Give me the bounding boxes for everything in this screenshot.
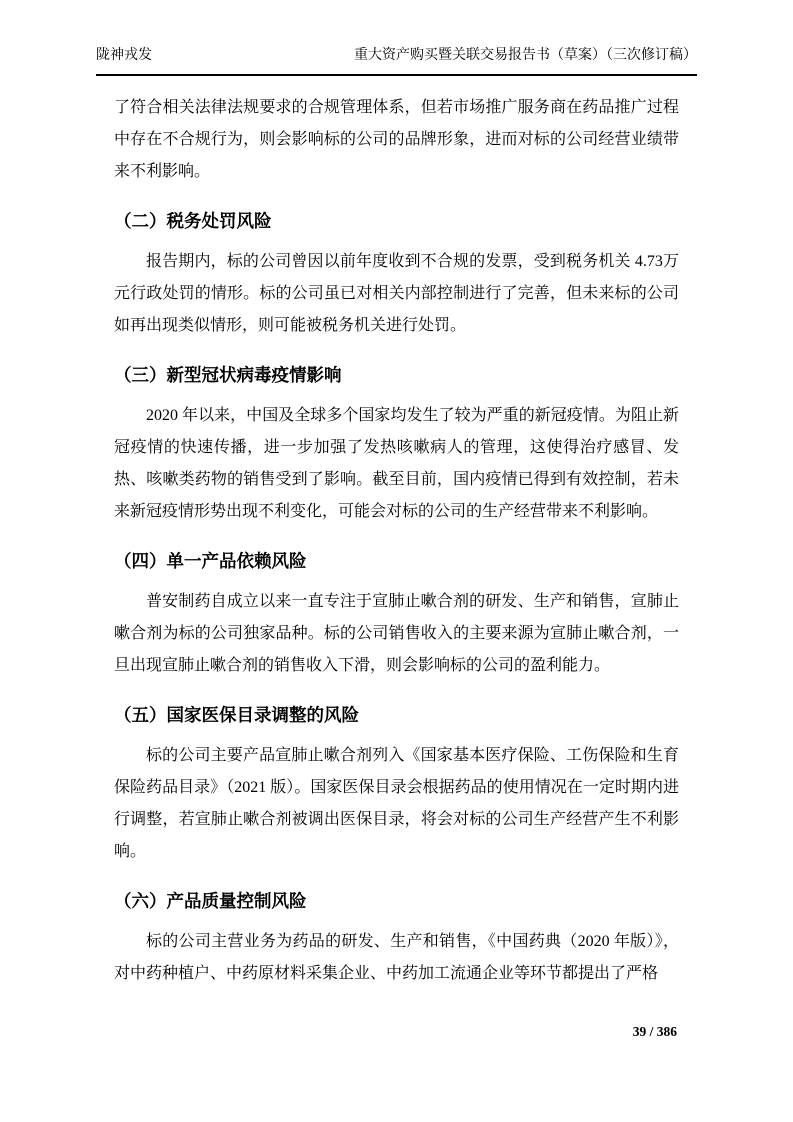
document-section — [114, 886, 679, 990]
section-heading: （五）国家医保目录调整的风险 — [114, 705, 359, 725]
paragraph: 标的公司主营业务为药品的研发、生产和销售，《中国药典（2020 年版）》，对中药种植户、中药原材料采集企业、中药加工流通企业等环节都提出了严格 — [114, 933, 679, 982]
paragraph: 普安制药自成立以来一直专注于宣肺止嗽合剂的研发、生产和销售，宣肺止嗽合剂为标的公司独家品种。标的公司销售收入的主要来源为宣肺止嗽合剂，一旦出现宣肺止嗽合剂的销售收入下滑，则会影响标的公司的盈利能力。 — [114, 593, 679, 674]
section-heading: （四）单一产品依赖风险 — [114, 551, 307, 571]
section-heading: （二）税务处罚风险 — [114, 211, 272, 231]
paragraph: 报告期内，标的公司曾因以前年度收到不合规的发票，受到税务机关 4.73万元行政处罚的情形。标的公司虽已对相关内部控制进行了完善，但未来标的公司如再出现类似情形，则可能被税务机关进行处罚。 — [114, 253, 679, 334]
paragraph: 了符合相关法律法规要求的合规管理体系，但若市场推广服务商在药品推广过程中存在不合规行为，则会影响标的公司的品牌形象，进而对标的公司经营业绩带来不利影响。 — [114, 99, 679, 180]
paragraph: 2020 年以来，中国及全球多个国家均发生了较为严重的新冠疫情。为阻止新冠疫情的快速传播，进一步加强了发热咳嗽病人的管理，这使得治疗感冒、发热、咳嗽类药物的销售受到了影响。截至目前，国内疫情已得到有效控制，若未来新冠疫情形势出现不利变化，可能会对标的公司的生产经营带来不利影响。 — [114, 407, 679, 520]
page-number: 39 / 386 — [632, 1024, 677, 1039]
document-section — [114, 206, 679, 342]
header-company-name: 陇神戎发 — [96, 48, 152, 63]
section-heading: （三）新型冠状病毒疫情影响 — [114, 365, 342, 385]
section-heading: （六）产品质量控制风险 — [114, 891, 307, 911]
paragraph: 标的公司主要产品宣肺止嗽合剂列入《国家基本医疗保险、工伤保险和生育保险药品目录》（2021 版）。国家医保目录会根据药品的使用情况在一定时期内进行调整，若宣肺止嗽合剂被调出医保目录，将会对标的公司生产经营产生不利影响。 — [114, 747, 679, 860]
document-section — [114, 360, 679, 528]
document-body — [114, 76, 679, 990]
document-section — [114, 92, 679, 188]
header-document-title: 重大资产购买暨关联交易报告书（草案）（三次修订稿） — [354, 48, 697, 63]
document-section — [114, 700, 679, 868]
page-header — [96, 46, 697, 76]
document-section — [114, 546, 679, 682]
